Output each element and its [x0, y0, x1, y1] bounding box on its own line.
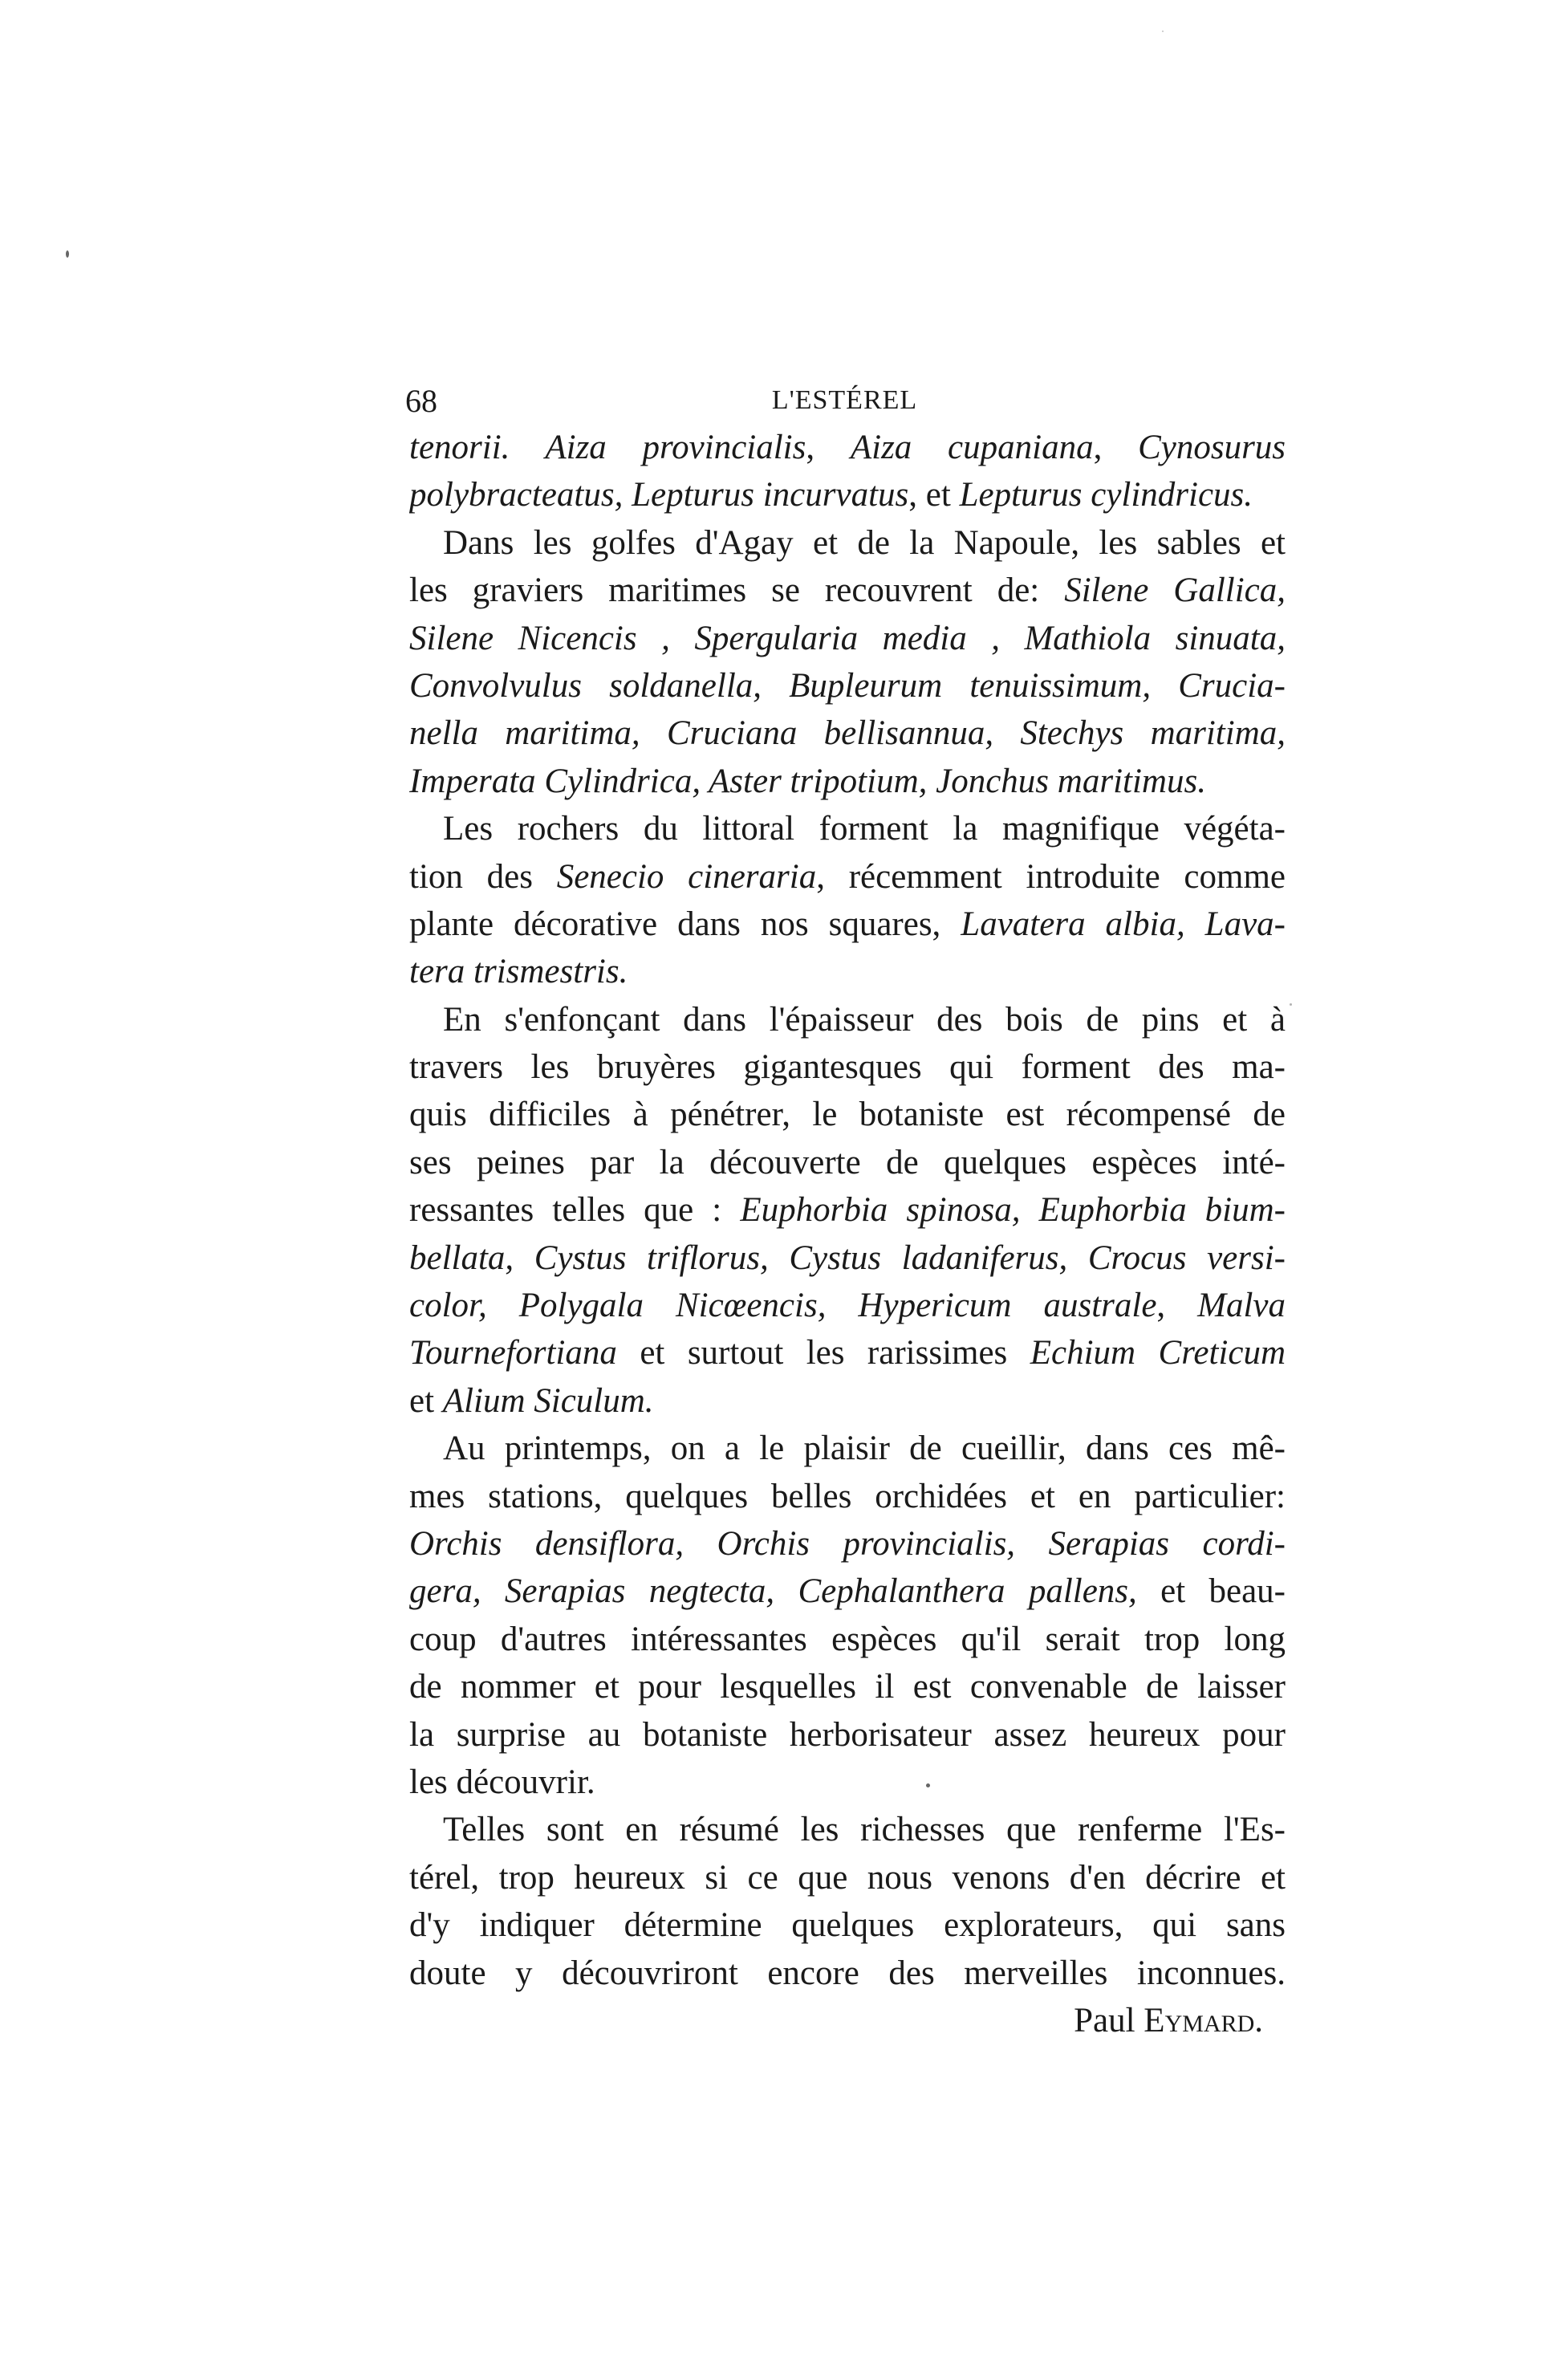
text-span: Telles sont en résumé les richesses que renferme l'Es- [443, 1811, 1286, 1849]
text-line [409, 1711, 1286, 1759]
text-span: plante décorative dans nos squares, [409, 905, 961, 943]
text-span: Alium Siculum. [442, 1381, 654, 1420]
text-span: mes stations, quelques belles orchidées et en particulier: [409, 1477, 1286, 1515]
text-line [409, 710, 1286, 757]
text-line [409, 1568, 1286, 1615]
text-line [409, 662, 1286, 710]
text-span: Convolvulus soldanella, Bupleurum tenuissimum, Crucia- [409, 666, 1286, 705]
text-span: ressantes telles que : [409, 1191, 741, 1230]
text-span: térel, trop heureux si ce que nous venons d'en décrire et [409, 1858, 1286, 1897]
text-span: quis difficiles à pénétrer, le botaniste est récompensé de [409, 1096, 1286, 1134]
text-span: Les rochers du littoral forment la magnifique végéta- [443, 810, 1286, 848]
text-line [409, 567, 1286, 614]
text-span: coup d'autres intéressantes espèces qu'il serait trop long [409, 1620, 1286, 1658]
text-span: , [806, 429, 851, 466]
text-span: , et [908, 476, 960, 514]
text-line [409, 805, 1286, 852]
text-line [409, 1616, 1286, 1663]
text-line [409, 853, 1286, 901]
text-line [409, 1901, 1286, 1949]
text-span: travers les bruyères gigantesques qui forment des ma- [409, 1048, 1286, 1087]
text-span: la surprise au botaniste herborisateur assez heureux pour [409, 1715, 1286, 1754]
text-span: nella maritima, Cruciana bellisannua, Stechys maritima, [409, 714, 1286, 753]
text-line [409, 1473, 1286, 1520]
text-line [409, 948, 1286, 995]
text-span: Lavatera albia, Lava- [961, 905, 1286, 943]
text-line [409, 519, 1286, 567]
text-span: doute y découvriront encore des merveilles inconnues. [409, 1954, 1286, 1992]
running-head [405, 377, 1284, 425]
text-span: Echium Creticum [1030, 1334, 1286, 1372]
text-span: , [1093, 429, 1139, 466]
text-span: color, Polygala Nicœencis, Hypericum australe [409, 1287, 1157, 1325]
text-line [409, 996, 1286, 1043]
text-line [409, 1377, 1286, 1425]
text-line [409, 1234, 1286, 1282]
text-span: Aiza cupaniana [850, 429, 1094, 466]
text-line [409, 1425, 1286, 1472]
text-span: Tournefortiana [409, 1334, 617, 1372]
text-span: Au printemps, on a le plaisir de cueillir, dans ces mê- [443, 1429, 1286, 1468]
page-number: 68 [405, 383, 437, 419]
text-span: Silene Nicencis , Spergularia media , Mathiola sinuata, [409, 619, 1286, 657]
scan-speck [1162, 31, 1164, 32]
author-signature [409, 1997, 1286, 2044]
text-span: les découvrir. [409, 1763, 595, 1801]
text-span: Malva [1197, 1287, 1286, 1325]
text-line [409, 1806, 1286, 1853]
text-span: les graviers maritimes se recouvrent de: [409, 571, 1065, 610]
text-span: , récemment introduite comme [816, 857, 1286, 896]
scan-speck [926, 1783, 930, 1787]
text-line [409, 424, 1286, 471]
text-span: et beau- [1136, 1572, 1286, 1611]
text-span: Euphorbia spinosa, Euphorbia bium- [740, 1191, 1286, 1230]
text-span: Imperata Cylindrica, Aster tripotium, Jonchus maritimus. [409, 762, 1206, 800]
text-span: tera trismestris. [409, 953, 628, 991]
text-span: gera, Serapias negtecta, Cephalanthera pallens, [409, 1572, 1137, 1611]
text-line [409, 1950, 1286, 1997]
text-span: et [409, 1381, 443, 1420]
text-line [409, 1282, 1286, 1329]
body-text [409, 424, 1286, 2044]
text-line [409, 1091, 1286, 1138]
running-title: L'ESTÉREL [771, 385, 918, 415]
text-line [409, 901, 1286, 948]
text-span: Senecio cineraria [556, 857, 817, 896]
text-line [409, 1663, 1286, 1710]
text-span: d'y indiquer détermine quelques explorateurs, qui sans [409, 1906, 1286, 1945]
signature-first-name: Paul [1074, 2001, 1144, 2039]
text-span: de nommer et pour lesquelles il est convenable de laisser [409, 1668, 1286, 1706]
signature-last-name: Eymard. [1144, 2001, 1263, 2039]
text-line [409, 758, 1286, 805]
text-line [409, 1854, 1286, 1901]
text-span: tenorii. Aiza provincialis [409, 429, 806, 466]
text-span: bellata, Cystus triflorus, Cystus ladaniferus, Crocus versi- [409, 1238, 1286, 1277]
text-span: Orchis densiflora, Orchis provincialis, Serapias cordi- [409, 1524, 1286, 1563]
text-line [409, 615, 1286, 662]
text-span: tion des [409, 857, 557, 896]
scan-speck [1290, 1003, 1292, 1006]
text-span: Silene Gallica, [1064, 571, 1286, 610]
text-line [409, 1139, 1286, 1186]
text-line [409, 471, 1286, 518]
text-line [409, 1186, 1286, 1234]
text-span: polybracteatus, Lepturus incurvatus [409, 476, 909, 514]
text-span: Cynosurus [1138, 429, 1286, 466]
text-line [409, 1329, 1286, 1377]
text-span: Lepturus cylindricus. [959, 476, 1253, 514]
text-span: ses peines par la découverte de quelques espèces inté- [409, 1143, 1286, 1181]
text-span: En s'enfonçant dans l'épaisseur des bois de pins et à [443, 1000, 1286, 1039]
text-span: Dans les golfes d'Agay et de la Napoule, les sables et [443, 523, 1286, 562]
scan-speck [66, 250, 69, 258]
text-line [409, 1759, 1286, 1806]
text-span: et surtout les rarissimes [616, 1334, 1030, 1372]
text-span: , [1156, 1287, 1198, 1325]
text-line [409, 1043, 1286, 1091]
text-line [409, 1520, 1286, 1568]
